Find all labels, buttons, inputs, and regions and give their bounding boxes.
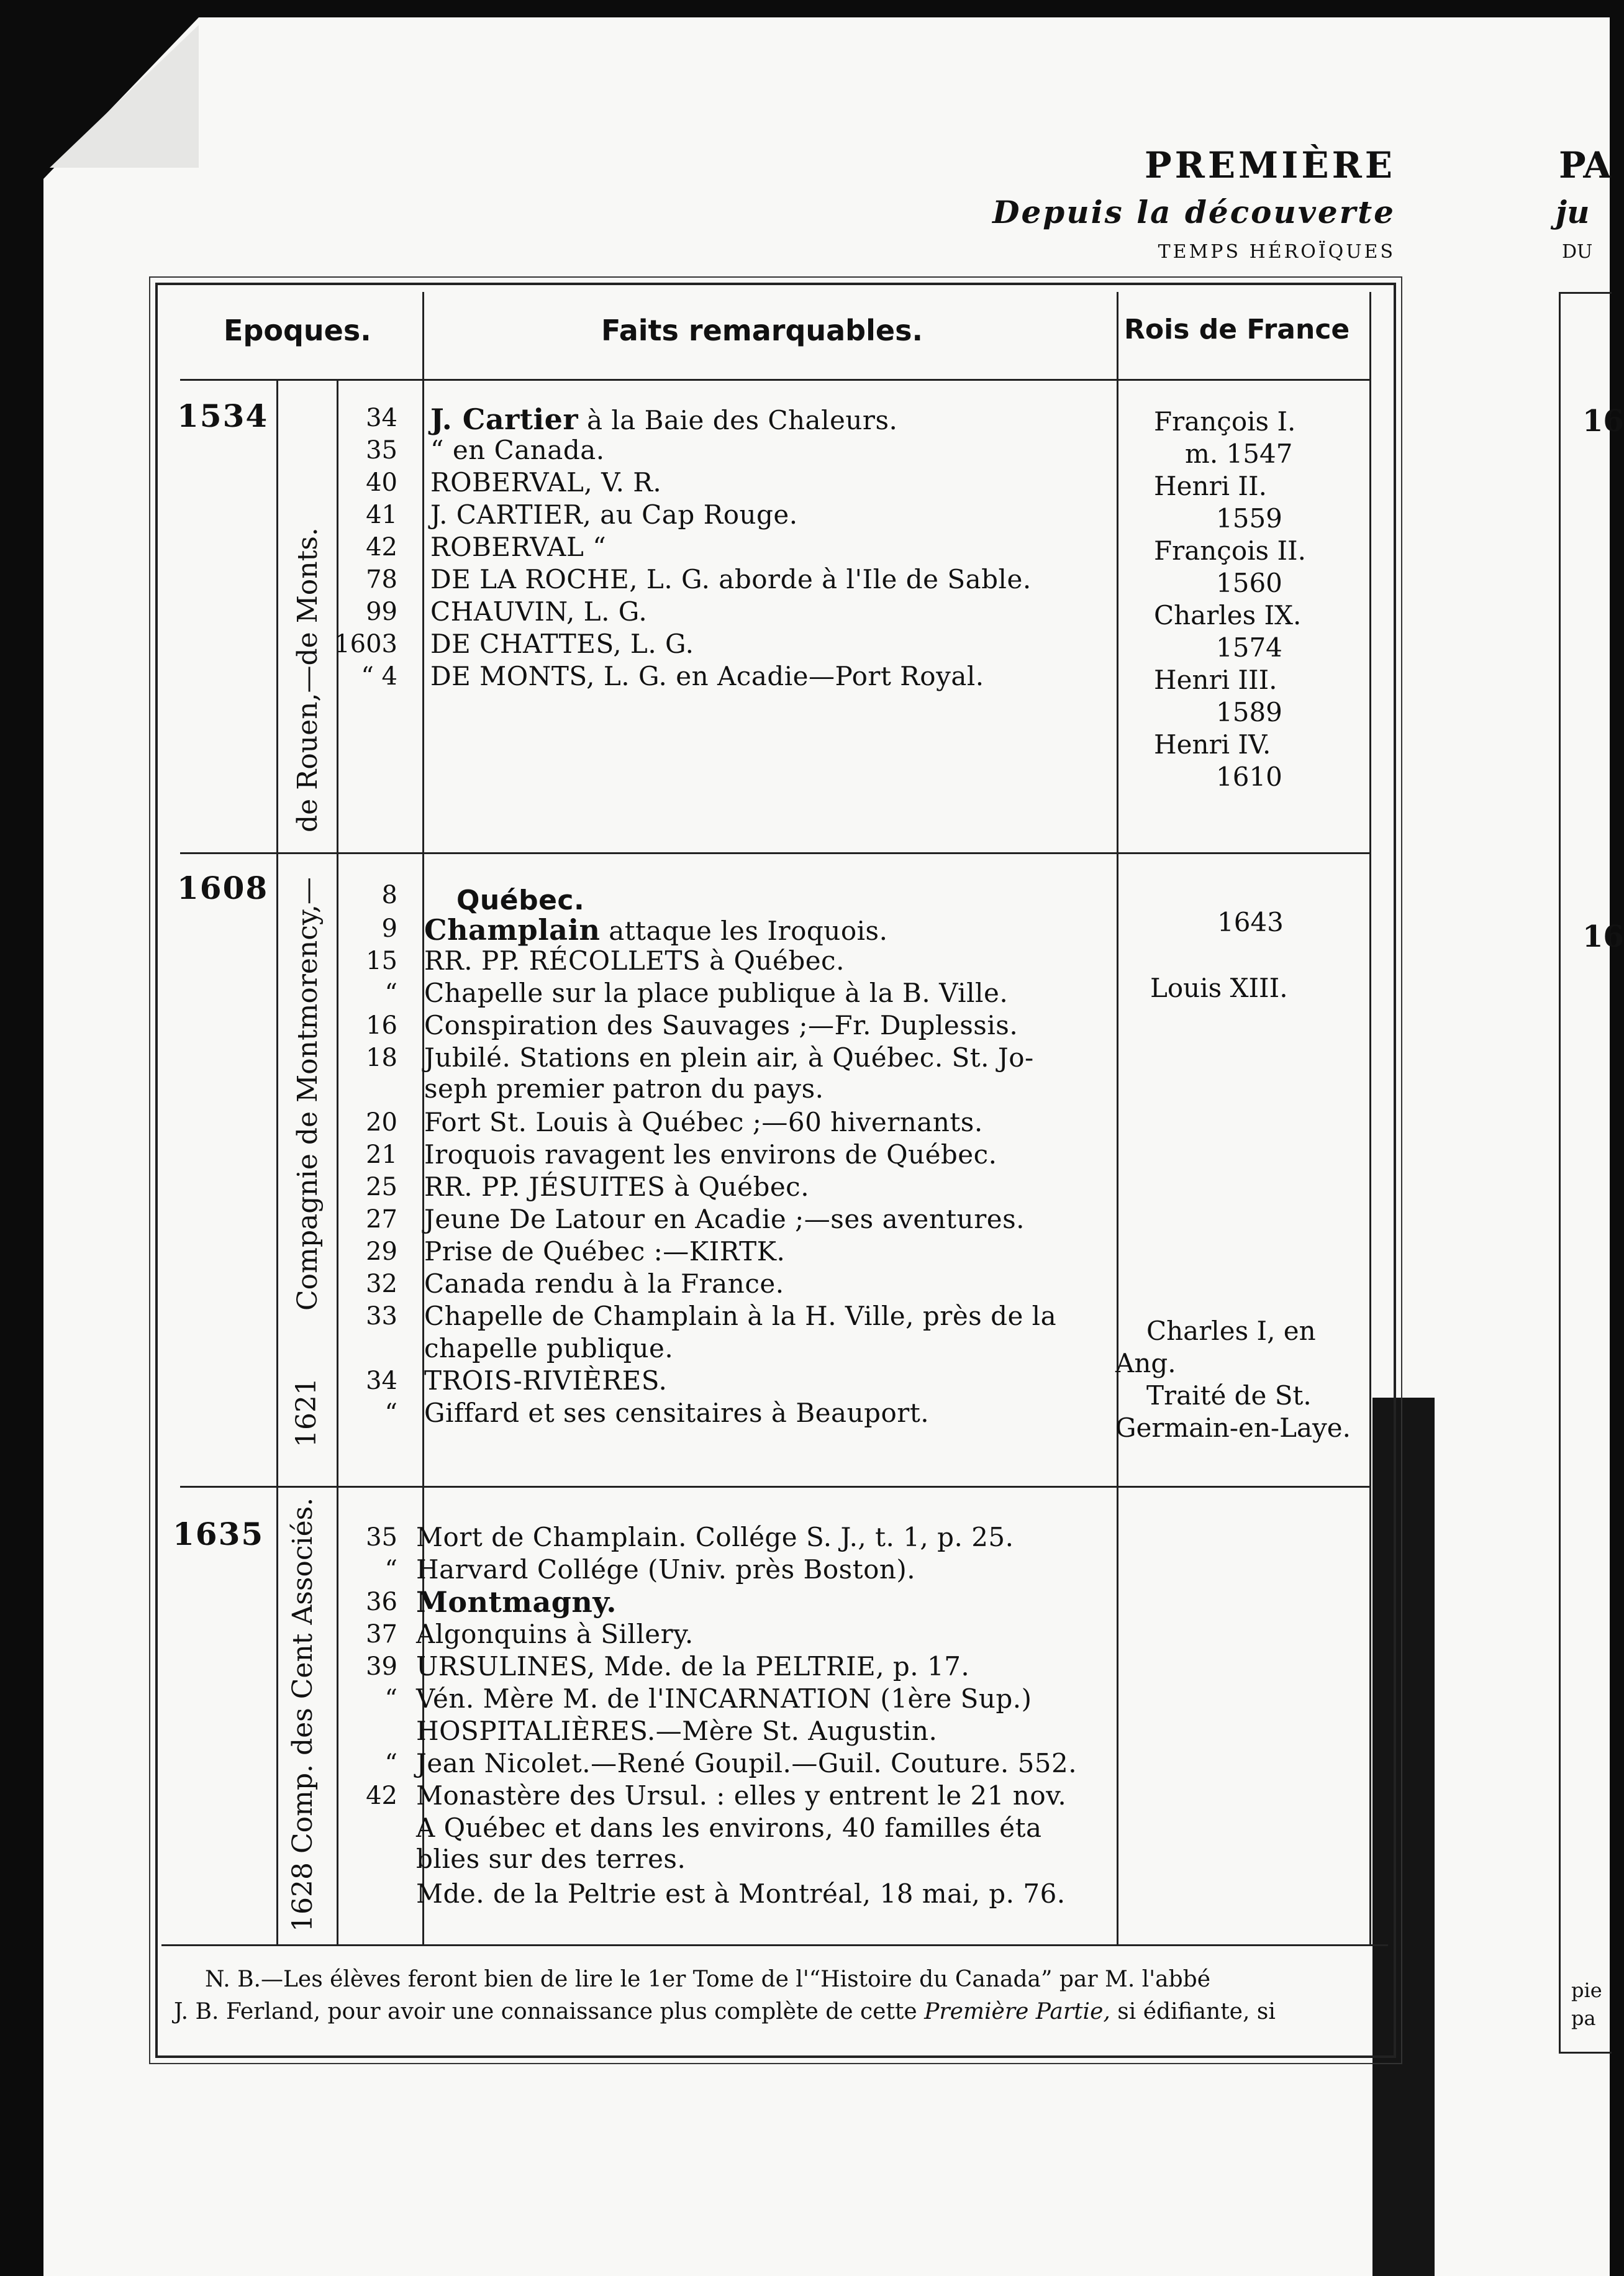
event-entry: Chapelle sur la place publique à la B. Ville. <box>424 978 1009 1008</box>
epoch-year: 1635 <box>173 1516 265 1552</box>
king-entry: 1643 <box>1217 907 1284 937</box>
event-entry: Iroquois ravagent les environs de Québec. <box>424 1139 997 1170</box>
header-rule <box>180 379 1369 381</box>
year-number: 25 <box>366 1173 397 1201</box>
event-entry: HOSPITALIÈRES.—Mère St. Augustin. <box>416 1716 938 1746</box>
king-entry: 1560 <box>1216 568 1282 598</box>
year-number: 16 <box>366 1011 397 1040</box>
company-label: de Rouen,—de Monts. <box>292 527 324 832</box>
event-entry: CHAUVIN, L. G. <box>430 596 648 627</box>
king-entry: Charles IX. <box>1154 600 1302 630</box>
event-entry: J. Cartier à la Baie des Chaleurs. <box>430 403 898 436</box>
king-entry: Louis XIII. <box>1150 973 1288 1003</box>
king-entry: Henri II. <box>1154 471 1267 501</box>
event-entry: Conspiration des Sauvages ;—Fr. Duplessis. <box>424 1010 1018 1040</box>
year-number: 37 <box>366 1620 397 1649</box>
company-start-year: 1621 <box>291 1378 322 1447</box>
epoch-year: 1608 <box>177 870 269 906</box>
king-entry: Henri III. <box>1154 665 1277 695</box>
year-number: “ <box>384 1555 397 1584</box>
event-entry: Jeune De Latour en Acadie ;—ses aventures. <box>424 1204 1025 1234</box>
year-number: 78 <box>366 565 397 594</box>
year-number: 29 <box>366 1237 397 1266</box>
year-number: 20 <box>366 1108 397 1137</box>
event-entry: Chapelle de Champlain à la H. Ville, près de la <box>424 1301 1057 1331</box>
column-divider <box>276 379 278 1944</box>
year-number: 34 <box>366 1367 397 1395</box>
facing-year: 16 <box>1582 919 1624 954</box>
year-number: 35 <box>366 1523 397 1552</box>
facing-period: DU <box>1562 241 1593 263</box>
event-entry: Algonquins à Sillery. <box>416 1619 694 1649</box>
king-entry: François II. <box>1154 535 1306 566</box>
footnote-line: N. B.—Les élèves feront bien de lire le 1er Tome de l'“Histoire du Canada” par M. l'abbé <box>205 1967 1211 1992</box>
facing-title: PA <box>1559 144 1612 186</box>
year-number: 36 <box>366 1588 397 1616</box>
year-number: 8 <box>381 881 397 909</box>
event-entry: J. CARTIER, au Cap Rouge. <box>430 499 798 530</box>
king-entry: Germain-en-Laye. <box>1115 1413 1351 1443</box>
king-entry: 1559 <box>1216 503 1282 534</box>
epoch-year: 1534 <box>177 398 269 434</box>
page-fold-shadow <box>50 25 199 168</box>
event-entry: ROBERVAL “ <box>430 532 607 562</box>
event-entry: DE CHATTES, L. G. <box>430 629 694 659</box>
event-entry: blies sur des terres. <box>416 1844 686 1874</box>
year-number: 27 <box>366 1205 397 1234</box>
year-number: “ <box>384 1685 397 1713</box>
part-title: PREMIÈRE <box>1145 144 1395 186</box>
event-entry: chapelle publique. <box>424 1333 674 1363</box>
company-label: 1628 Comp. des Cent Associés. <box>287 1497 319 1932</box>
event-entry: Prise de Québec :—KIRTK. <box>424 1236 786 1267</box>
year-number: 1603 <box>334 630 397 658</box>
facing-table-frame <box>1559 292 1612 2054</box>
event-entry: “ en Canada. <box>430 435 605 465</box>
event-entry: Québec. <box>456 885 585 916</box>
event-entry: Mde. de la Peltrie est à Montréal, 18 mai, p. 76. <box>416 1878 1066 1909</box>
facing-year: 16 <box>1582 404 1624 439</box>
year-number: 35 <box>366 436 397 465</box>
facing-subtitle: ju <box>1556 194 1590 230</box>
period-label: TEMPS HÉROÏQUES <box>1158 241 1395 263</box>
event-entry: Monastère des Ursul. : elles y entrent le 21 nov. <box>416 1780 1067 1811</box>
year-number: “ 4 <box>361 662 397 691</box>
event-entry: URSULINES, Mde. de la PELTRIE, p. 17. <box>416 1651 970 1682</box>
year-number: 99 <box>366 598 397 626</box>
event-entry: A Québec et dans les environs, 40 familles éta <box>416 1813 1042 1843</box>
king-entry: Henri IV. <box>1154 729 1271 760</box>
column-header-rois: Rois de France <box>1124 314 1350 345</box>
footnote-line: J. B. Ferland, pour avoir une connaissance plus complète de cette Première Partie, si édifiante, si <box>174 1999 1276 2024</box>
year-number: 15 <box>366 947 397 975</box>
event-entry: DE MONTS, L. G. en Acadie—Port Royal. <box>430 661 984 691</box>
year-number: 41 <box>366 501 397 529</box>
event-entry: Canada rendu à la France. <box>424 1268 784 1299</box>
year-number: “ <box>384 1399 397 1427</box>
year-number: 21 <box>366 1140 397 1169</box>
facing-note: pie <box>1571 1978 1602 2002</box>
event-entry: RR. PP. JÉSUITES à Québec. <box>424 1172 810 1202</box>
year-number: 33 <box>366 1302 397 1331</box>
year-number: 32 <box>366 1270 397 1298</box>
king-entry: Traité de St. <box>1146 1380 1312 1411</box>
event-entry: TROIS-RIVIÈRES. <box>424 1365 668 1396</box>
event-entry: Harvard Collége (Univ. près Boston). <box>416 1554 916 1585</box>
column-divider <box>1369 292 1371 1944</box>
year-number: 9 <box>381 914 397 943</box>
year-number: 42 <box>366 533 397 562</box>
king-entry: Charles I, en <box>1146 1316 1316 1346</box>
section-rule <box>180 1486 1369 1488</box>
king-entry: 1574 <box>1216 632 1282 663</box>
event-entry: seph premier patron du pays. <box>424 1073 824 1104</box>
column-divider <box>1117 292 1118 1944</box>
part-subtitle: Depuis la découverte <box>992 194 1395 230</box>
year-number: 42 <box>366 1782 397 1810</box>
king-entry: 1610 <box>1216 762 1282 792</box>
year-number: “ <box>384 979 397 1008</box>
year-number: 18 <box>366 1044 397 1072</box>
facing-note: pa <box>1571 2006 1596 2030</box>
event-entry: Champlain attaque les Iroquois. <box>424 913 888 947</box>
event-entry: DE LA ROCHE, L. G. aborde à l'Ile de Sable. <box>430 564 1032 594</box>
king-entry: 1589 <box>1216 697 1282 727</box>
event-entry: Jean Nicolet.—René Goupil.—Guil. Couture. 552. <box>416 1748 1077 1778</box>
event-entry: Jubilé. Stations en plein air, à Québec. St. Jo- <box>424 1042 1034 1073</box>
year-number: “ <box>384 1749 397 1778</box>
company-label: Compagnie de Montmorency,— <box>292 877 324 1311</box>
king-entry: Ang. <box>1115 1348 1176 1378</box>
event-entry: Montmagny. <box>416 1585 617 1619</box>
event-entry: RR. PP. RÉCOLLETS à Québec. <box>424 945 845 976</box>
event-entry: ROBERVAL, V. R. <box>430 467 662 498</box>
event-entry: Vén. Mère M. de l'INCARNATION (1ère Sup.) <box>416 1683 1032 1714</box>
section-rule <box>180 852 1369 854</box>
king-entry: François I. <box>1154 406 1296 437</box>
year-number: 34 <box>366 404 397 432</box>
column-header-faits: Faits remarquables. <box>601 314 923 347</box>
king-entry: m. 1547 <box>1185 439 1293 469</box>
note-rule <box>161 1944 1388 1946</box>
event-entry: Fort St. Louis à Québec ;—60 hivernants. <box>424 1107 983 1137</box>
year-number: 39 <box>366 1652 397 1681</box>
event-entry: Giffard et ses censitaires à Beauport. <box>424 1398 930 1428</box>
event-entry: Mort de Champlain. Collége S. J., t. 1, p. 25. <box>416 1522 1014 1552</box>
column-header-epoques: Epoques. <box>224 314 371 347</box>
year-number: 40 <box>366 468 397 497</box>
